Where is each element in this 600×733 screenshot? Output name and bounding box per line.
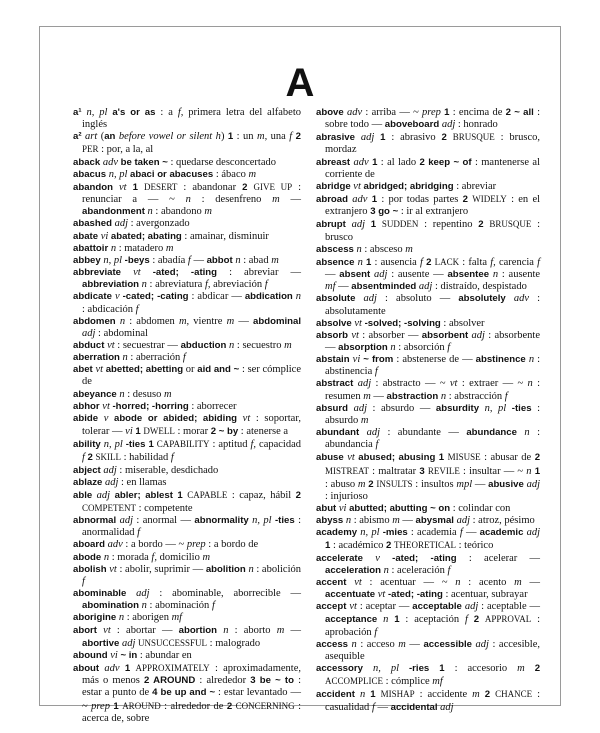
- dictionary-entry: abide v abode or abided; abiding vt : soportar, tolerar — vi 1 DWELL : morar 2 ~ by : atenerse a: [73, 412, 302, 438]
- dictionary-entry: abound vi ~ in : abundar en: [73, 649, 192, 661]
- dictionary-entry: absurd adj : absurdo — absurdity n, pl -ties : absurdo m: [316, 402, 541, 426]
- dictionary-entry: abundant adj : abundante — abundance n : abundancia f: [316, 427, 541, 451]
- dictionary-entry: ablaze adj : en llamas: [73, 476, 167, 488]
- dictionary-entry: aborigine n : aborigen mf: [73, 612, 183, 624]
- dictionary-entry: abolish vt : abolir, suprimir — abolition n : abolición f: [73, 563, 301, 587]
- dictionary-entry: abyss n : abismo m — abysmal adj : atroz, pésimo: [316, 515, 535, 527]
- dictionary-entry: abandon vt 1 DESERT : abandonar 2 GIVE UP : renunciar a — ~ n : desenfreno m — abandonment n : abandono m: [73, 181, 302, 218]
- dictionary-entry: abhor vt -horred; -horring : aborrecer: [73, 400, 237, 412]
- dictionary-entry: abduct vt : secuestrar — abduction n : secuestro m: [73, 339, 292, 351]
- dictionary-entry: abode n : morada f, domicilio m: [73, 551, 211, 563]
- left-column: [73, 107, 301, 725]
- dictionary-entry: abject adj : miserable, desdichado: [73, 464, 219, 476]
- dictionary-entry: access n : acceso m — accessible adj : accesible, asequible: [316, 638, 541, 662]
- dictionary-entry: abridge vt abridged; abridging : abreviar: [316, 180, 497, 192]
- dictionary-entry: abroad adv 1 : por todas partes 2 WIDELY : en el extranjero 3 go ~ : ir al extranjero: [316, 194, 541, 218]
- dictionary-entry: abbreviate vt -ated; -ating : abreviar — abbreviation n : abreviatura f, abreviación f: [73, 267, 302, 291]
- dictionary-entry: abacus n, pl abaci or abacuses : ábaco m: [73, 168, 257, 180]
- section-letter: A: [285, 61, 315, 105]
- dictionary-entry: abuse vt abused; abusing 1 MISUSE : abusar de 2 MISTREAT : maltratar 3 REVILE : insultar — ~ n 1 : abuso m 2 INSULTS : insultos mpl — abusive adj : injurioso: [316, 452, 541, 502]
- dictionary-entry: accept vt : aceptar — acceptable adj : aceptable — acceptance n 1 : aceptación f 2 APPROVAL : aprobación f: [316, 601, 541, 638]
- dictionary-entry: abut vi abutted; abutting ~ on : colindar con: [316, 503, 511, 514]
- dictionary-entry: abstain vi ~ from : abstenerse de — abstinence n : abstinencia f: [316, 354, 541, 378]
- dictionary-entry: aboard adv : a bordo — ~ prep : a bordo de: [73, 539, 259, 551]
- dictionary-entry: accelerate v -ated; -ating : acelerar — acceleration n : aceleración f: [316, 552, 540, 576]
- dictionary-entry: about adv 1 APPROXIMATELY : aproximadamente, más o menos 2 AROUND : alrededor 3 be ~ to : estar a punto de 4 be up and ~ : estar levantado — ~ prep 1 AROUND : alrededor de 2 CONCERNING : acerca de, sobre: [73, 663, 302, 724]
- dictionary-entry: above adv : arriba — ~ prep 1 : encima de 2 ~ all : sobre todo — aboveboard adj : honrado: [316, 107, 541, 131]
- dictionary-entry: able adj abler; ablest 1 CAPABLE : capaz, hábil 2 COMPETENT : competente: [73, 489, 302, 514]
- dictionary-entry: abashed adj : avergonzado: [73, 218, 190, 230]
- dictionary-entry: abrupt adj 1 SUDDEN : repentino 2 BRUSQUE : brusco: [316, 219, 540, 243]
- dictionary-entry: absorb vt : absorber — absorbent adj : absorbente — absorption n : absorción f: [316, 329, 540, 353]
- dictionary-entry: abate vi abated; abating : amainar, disminuir: [73, 230, 269, 242]
- dictionary-entry: abstract adj : abstracto — ~ vt : extraer — ~ n : resumen m — abstraction n : abstracción f: [316, 378, 541, 402]
- dictionary-entry: abet vt abetted; abetting or aid and ~ : ser cómplice de: [73, 364, 301, 388]
- dictionary-entry: absolute adj : absoluto — absolutely adv : absolutamente: [316, 293, 541, 317]
- dictionary-entry: a² art (an before vowel or silent h) 1 : un m, una f 2 PER : por, a la, al: [73, 131, 302, 156]
- dictionary-entry: abnormal adj : anormal — abnormality n, pl -ties : anormalidad f: [73, 515, 302, 539]
- right-column: [316, 107, 540, 714]
- dictionary-entry: abeyance n : desuso m: [73, 388, 172, 400]
- dictionary-page: [39, 26, 561, 724]
- dictionary-entry: academy n, pl -mies : academia f — academic adj 1 : académico 2 THEORETICAL : teórico: [316, 527, 541, 552]
- dictionary-entry: abattoir n : matadero m: [73, 242, 174, 254]
- dictionary-entry: abominable adj : abominable, aborrecible — abomination n : abominación f: [73, 588, 302, 612]
- dictionary-entry: accident n 1 MISHAP : accidente m 2 CHANCE : casualidad f — accidental adj: [316, 689, 541, 713]
- dictionary-entry: accent vt : acentuar — ~ n : acento m — accentuate vt -ated; -ating : acentuar, subrayar: [316, 576, 541, 601]
- dictionary-entry: absolve vt -solved; -solving : absolver: [316, 317, 485, 329]
- dictionary-entry: abrasive adj 1 : abrasivo 2 BRUSQUE : brusco, mordaz: [316, 132, 541, 156]
- dictionary-entry: aback adv be taken ~ : quedarse desconcertado: [73, 156, 276, 168]
- dictionary-entry: abort vt : abortar — abortion n : aborto m — abortive adj UNSUCCESSFUL : malogrado: [73, 624, 302, 649]
- dictionary-entry: ability n, pl -ties 1 CAPABILITY : aptitud f, capacidad f 2 SKILL : habilidad f: [73, 439, 301, 464]
- dictionary-entry: abscess n : absceso m: [316, 243, 413, 255]
- dictionary-entry: abdicate v -cated; -cating : abdicar — abdication n : abdicación f: [73, 291, 302, 315]
- dictionary-entry: a¹ n, pl a's or as : a f, primera letra del alfabeto inglés: [73, 107, 301, 131]
- dictionary-entry: abbey n, pl -beys : abadía f — abbot n : abad m: [73, 254, 279, 266]
- dictionary-entry: absence n 1 : ausencia f 2 LACK : falta f, carencia f — absent adj : ausente — absentee n : ausente mf — absentminded adj : distraído, despistado: [316, 256, 541, 293]
- dictionary-entry: accessory n, pl -ries 1 : accesorio m 2 ACCOMPLICE : cómplice mf: [316, 663, 541, 688]
- dictionary-entry: abreast adv 1 : al lado 2 keep ~ of : mantenerse al corriente de: [316, 156, 540, 180]
- dictionary-entry: aberration n : aberración f: [73, 352, 186, 364]
- dictionary-entry: abdomen n : abdomen m, vientre m — abdominal adj : abdominal: [73, 315, 302, 339]
